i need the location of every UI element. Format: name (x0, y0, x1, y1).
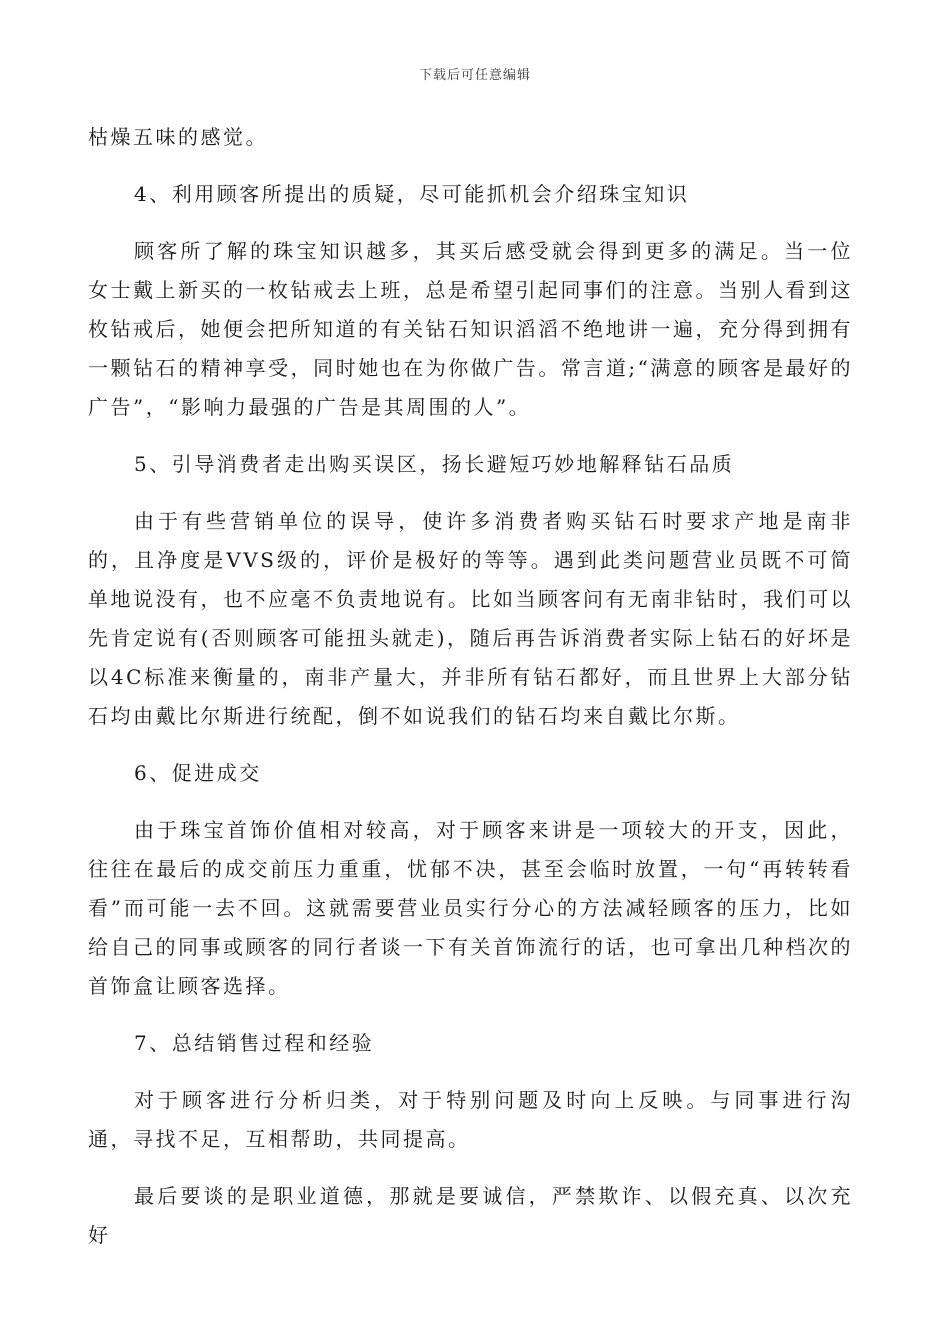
paragraph-knowledge: 顾客所了解的珠宝知识越多，其买后感受就会得到更多的满足。当一位女士戴上新买的一枚钻戒去上班，总是希望引起同事们的注意。当别人看到这枚钻戒后，她便会把所知道的有关钻石知识滔滔不绝地讲一遍，充分得到拥有一颗钻石的精神享受，同时她也在为你做广告。常言道;“满意的顾客是最好的广告”，“影响力最强的广告是其周围的人”。 (88, 239, 853, 419)
document-body (88, 118, 853, 1255)
section-heading-4: 4、利用顾客所提出的质疑，尽可能抓机会介绍珠宝知识 (134, 182, 690, 206)
section-heading-7: 7、总结销售过程和经验 (134, 1031, 375, 1055)
paragraph-summary: 对于顾客进行分析归类，对于特别问题及时向上反映。与同事进行沟通，寻找不足，互相帮助，共同提高。 (88, 1088, 853, 1151)
page-header: 下载后可任意编辑 (418, 68, 531, 83)
section-heading-5: 5、引导消费者走出购买误区，扬长避短巧妙地解释钻石品质 (134, 452, 735, 476)
paragraph-closing-deal: 由于珠宝首饰价值相对较高，对于顾客来讲是一项较大的开支，因此，往往在最后的成交前压力重重，忧郁不决，甚至会临时放置，一句“再转转看看”而可能一去不回。这就需要营业员实行分心的方法减轻顾客的压力，比如给自己的同事或顾客的同行者谈一下有关首饰流行的话，也可拿出几种档次的首饰盒让顾客选择。 (88, 818, 853, 998)
paragraph-misconception: 由于有些营销单位的误导，使许多消费者购买钻石时要求产地是南非的，且净度是VVS级的，评价是极好的等等。遇到此类问题营业员既不可简单地说没有，也不应毫不负责地说有。比如当顾客问有无南非钻时，我们可以先肯定说有(否则顾客可能扭头就走)，随后再告诉消费者实际上钻石的好坏是以4C标准来衡量的，南非产量大，并非所有钻石都好，而且世界上大部分钻石均由戴比尔斯进行统配，倒不如说我们的钻石均来自戴比尔斯。 (88, 509, 853, 728)
section-heading-6: 6、促进成交 (134, 761, 262, 785)
paragraph-continuation: 枯燥五味的感觉。 (88, 125, 268, 149)
paragraph-ethics: 最后要谈的是职业道德，那就是要诚信，严禁欺诈、以假充真、以次充好 (88, 1184, 853, 1247)
